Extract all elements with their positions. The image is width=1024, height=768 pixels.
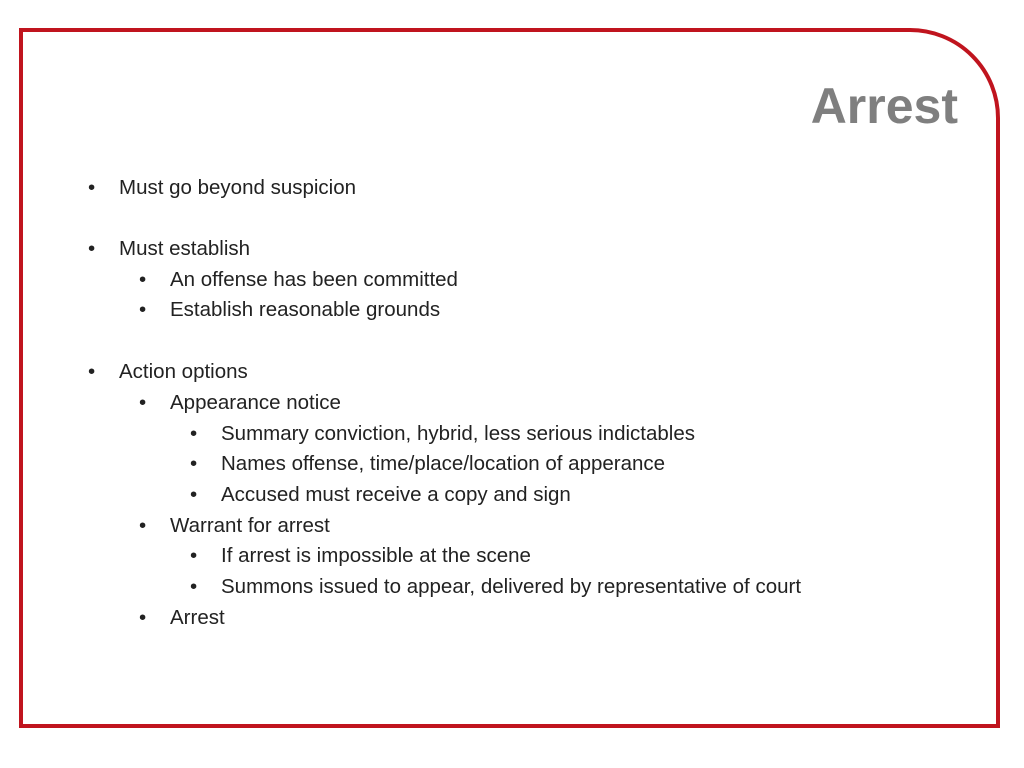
list-item-text: If arrest is impossible at the scene [221,544,531,567]
list-item-text: Warrant for arrest [170,514,330,537]
bullet-icon: • [190,575,198,598]
list-item-text: Names offense, time/place/location of apperance [221,452,666,475]
list-item-text: Must go beyond suspicion [119,176,357,199]
list-item-text: An offense has been committed [170,268,458,291]
bullet-icon: • [88,237,96,260]
bullet-icon: • [139,298,147,321]
bullet-icon: • [190,422,198,445]
slide-title: Arrest [810,78,958,134]
bullet-icon: • [88,176,96,199]
list-item-text: Establish reasonable grounds [170,298,441,321]
list-item-text: Action options [119,360,248,383]
bullet-icon: • [139,268,147,291]
bullet-icon: • [139,391,147,414]
list-item-text: Appearance notice [170,391,341,414]
bullet-icon: • [190,452,198,475]
bullet-icon: • [88,360,96,383]
list-item-text: Arrest [170,606,225,629]
list-item-text: Accused must receive a copy and sign [221,483,571,506]
list-item-text: Summons issued to appear, delivered by representative of court [221,575,802,598]
bullet-icon: • [190,544,198,567]
list-item-text: Summary conviction, hybrid, less serious indictables [221,422,695,445]
bullet-icon: • [139,606,147,629]
bullet-icon: • [190,483,198,506]
bullet-icon: • [139,514,147,537]
list-item-text: Must establish [119,237,251,260]
